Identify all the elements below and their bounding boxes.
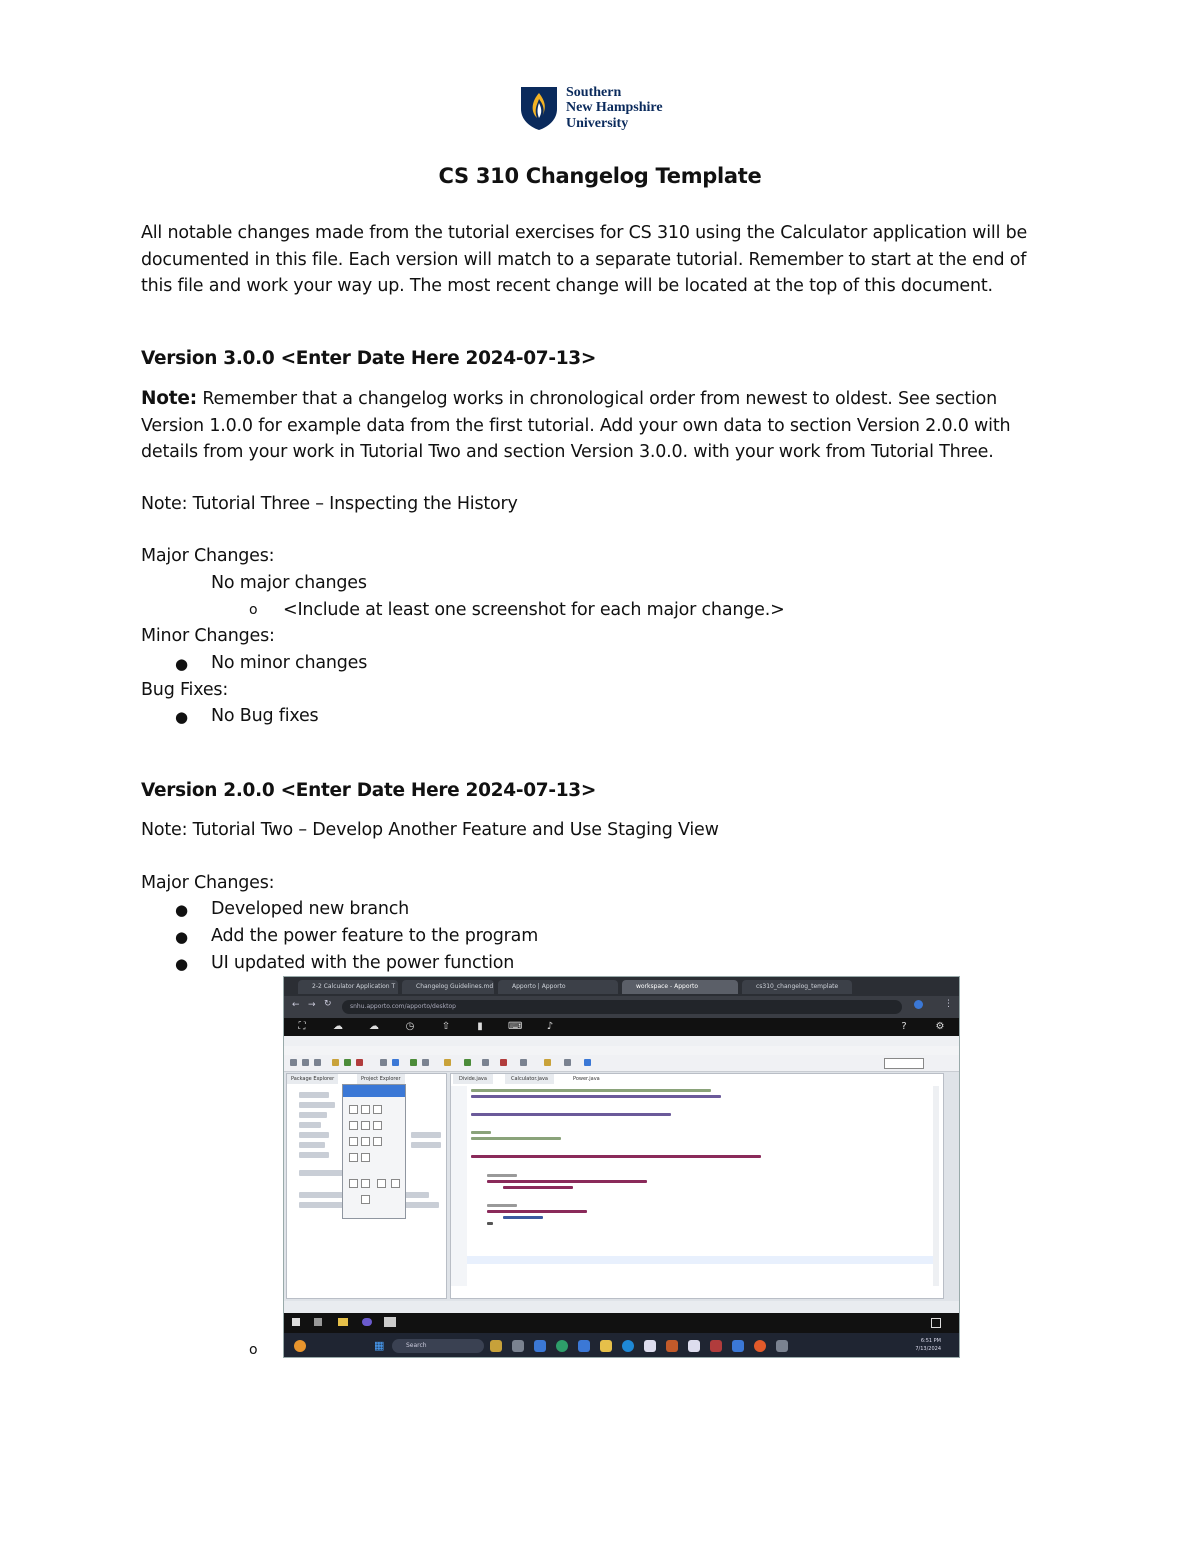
note-text: Remember that a changelog works in chronological order from newest to oldest. See section [196, 389, 997, 409]
ide-title-bar [284, 1036, 960, 1046]
pane-tab: Project Explorer [357, 1074, 405, 1084]
v3-bug-item: No Bug fixes [211, 706, 319, 726]
embedded-screenshot [283, 976, 960, 1358]
cloud-upload-icon: ☁ [333, 1021, 343, 1032]
system-clock [915, 1337, 941, 1353]
document-title: CS 310 Changelog Template [438, 164, 762, 188]
browser-tab-strip [284, 977, 960, 996]
browser-tab: cs310_changelog_template [742, 980, 852, 994]
note-text: details from your work in Tutorial Two and section Version 3.0.0. with your work from Tutorial Three. [141, 442, 994, 462]
editor-tab: Calculator.java [505, 1074, 554, 1084]
logo-line: Southern [566, 84, 622, 100]
v2-major-item: UI updated with the power function [211, 953, 515, 973]
intro-line: documented in this file. Each version will match to a separate tutorial. Remember to start at the end of [141, 249, 1027, 270]
version-2-heading: Version 2.0.0 <Enter Date Here 2024-07-13> [141, 780, 597, 801]
remote-toolbar [284, 1018, 960, 1036]
weather-icon [294, 1340, 306, 1352]
package-explorer-pane [286, 1073, 447, 1299]
settings-gear-icon: ⚙ [935, 1021, 945, 1032]
tutorial-three-note: Note: Tutorial Three – Inspecting the History [141, 494, 518, 514]
taskbar-search: Search [392, 1339, 484, 1353]
v2-major-label: Major Changes: [141, 873, 275, 893]
back-arrow-icon: ← [292, 1000, 300, 1010]
logo-line: New Hampshire [566, 100, 663, 116]
circle-bullet: o [249, 602, 258, 618]
url-field: snhu.apporto.com/apporto/desktop [342, 1000, 902, 1014]
speaker-icon: ♪ [546, 1021, 554, 1032]
browser-tab: workspace - Apporto [622, 980, 738, 994]
browser-tab: 2-2 Calculator Application T [298, 980, 398, 994]
note-text: Version 1.0.0 for example data from the first tutorial. Add your own data to section Version 2.0.0 with [141, 415, 1011, 436]
calculator-window [342, 1084, 406, 1219]
browser-tab: Apporto | Apporto [498, 980, 618, 994]
logo-line: University [566, 115, 629, 131]
quick-access-field [884, 1058, 924, 1069]
editor-tab: Divide.java [453, 1074, 493, 1084]
v3-major-label: Major Changes: [141, 546, 275, 566]
help-icon: ? [901, 1021, 907, 1032]
version-3-note [141, 386, 1061, 466]
cloud-download-icon: ☁ [369, 1021, 379, 1032]
more-icon: ⋮ [944, 999, 953, 1009]
pane-tab: Package Explorer [287, 1074, 338, 1084]
windows-start-icon: ▦ [374, 1339, 385, 1352]
v3-major-sub-item: <Include at least one screenshot for each major change.> [283, 600, 785, 620]
profile-avatar [914, 1000, 923, 1009]
bullet: ● [175, 708, 189, 726]
history-icon: ◷ [405, 1021, 415, 1032]
forward-arrow-icon: → [308, 1000, 316, 1010]
clock-time: 6:51 PM [920, 1338, 941, 1344]
circle-bullet: o [249, 1342, 258, 1358]
ide-toolbar [284, 1055, 960, 1072]
intro-paragraph [141, 220, 1061, 300]
reload-icon: ↻ [324, 999, 332, 1009]
browser-address-bar [284, 996, 960, 1018]
editor-tab: Power.java [567, 1074, 606, 1084]
fullscreen-icon: ⛶ [298, 1021, 306, 1032]
code-editor-pane [450, 1073, 944, 1299]
shield-flame-icon [520, 85, 558, 131]
bullet: ● [175, 655, 189, 673]
logo-wordmark [566, 85, 663, 132]
browser-tab: Changelog Guidelines.md [402, 980, 494, 994]
tutorial-two-note: Note: Tutorial Two – Develop Another Feature and Use Staging View [141, 820, 719, 840]
v3-bug-label: Bug Fixes: [141, 680, 229, 700]
v2-major-item: Add the power feature to the program [211, 926, 539, 946]
intro-line: this file and work your way up. The most recent change will be located at the top of this document. [141, 276, 993, 296]
version-3-heading: Version 3.0.0 <Enter Date Here 2024-07-13> [141, 348, 597, 369]
remote-taskbar [284, 1313, 960, 1333]
ide-menu-bar [284, 1046, 960, 1055]
intro-line: All notable changes made from the tutorial exercises for CS 310 using the Calculator application will be [141, 223, 1028, 243]
signal-icon: ▮ [477, 1021, 483, 1032]
windows-taskbar [284, 1333, 960, 1358]
v3-major-item: No major changes [211, 573, 367, 593]
v3-minor-label: Minor Changes: [141, 626, 275, 646]
note-label: Note: [141, 388, 197, 409]
bullet: ● [175, 955, 189, 973]
keyboard-icon: ⌨ [508, 1021, 523, 1032]
share-icon: ⇧ [441, 1021, 451, 1032]
line-number-gutter [451, 1086, 467, 1286]
calculator-title-bar [343, 1085, 405, 1097]
ide-status-bar [284, 1301, 960, 1313]
bullet: ● [175, 928, 189, 946]
clock-date: 7/13/2024 [915, 1346, 941, 1352]
bullet: ● [175, 901, 189, 919]
v2-major-item: Developed new branch [211, 899, 410, 919]
university-logo [520, 84, 663, 132]
v3-minor-item: No minor changes [211, 653, 368, 673]
